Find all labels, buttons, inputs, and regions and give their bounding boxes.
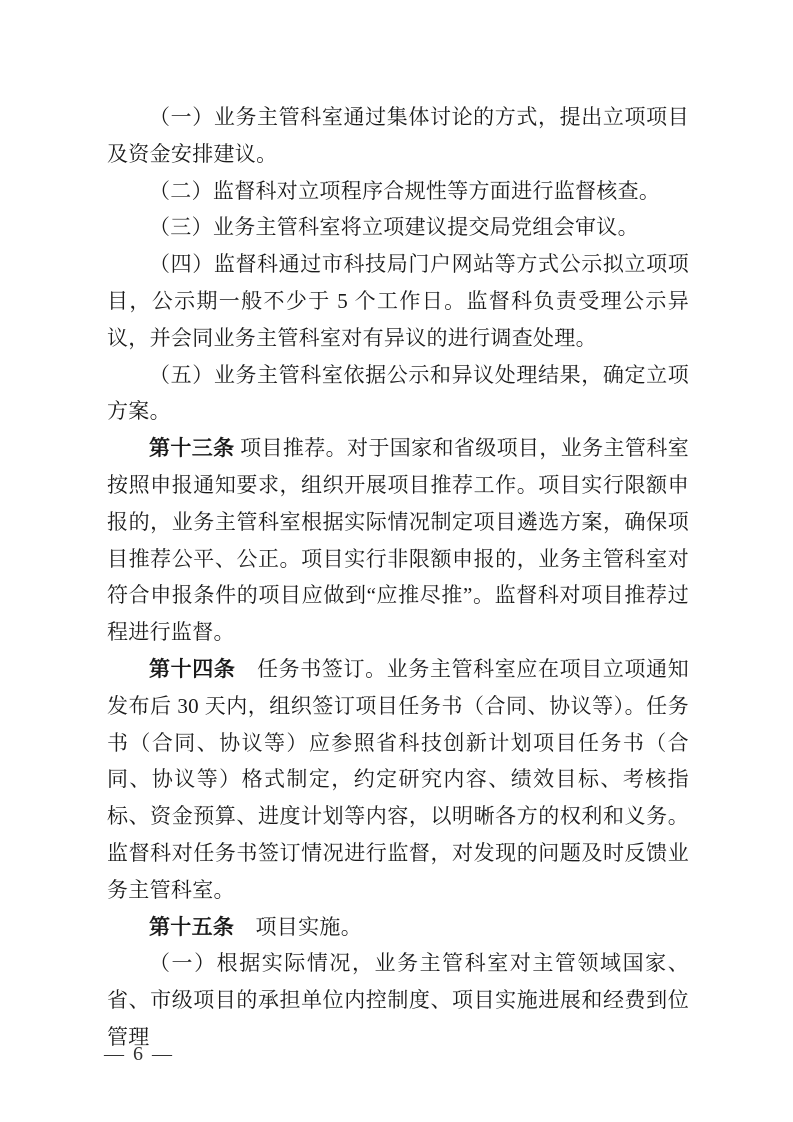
paragraph-text: （一）根据实际情况，业务主管科室对主管领域国家、省、市级项目的承担单位内控制度、项目实施进展和经费到位管理 <box>107 951 689 1049</box>
article-heading: 第十五条 <box>149 914 235 939</box>
paragraph-text: （三）业务主管科室将立项建议提交局党组会审议。 <box>149 215 639 240</box>
paragraph-text: 项目实施。 <box>234 914 363 939</box>
article-paragraph <box>107 651 689 909</box>
article-paragraph <box>107 909 689 946</box>
clause-paragraph <box>107 246 689 356</box>
clause-paragraph <box>107 173 689 210</box>
clause-paragraph <box>107 945 689 1055</box>
article-heading: 第十四条 <box>149 656 236 681</box>
clause-paragraph <box>107 209 689 246</box>
page-number: — 6 — <box>104 1043 174 1065</box>
paragraph-text: （一）业务主管科室通过集体讨论的方式，提出立项项目及资金安排建议。 <box>107 105 689 166</box>
paragraph-text: （四）监督科通过市科技局门户网站等方式公示拟立项项目，公示期一般不少于 5 个工作日。监督科负责受理公示异议，并会同业务主管科室对有异议的进行调查处理。 <box>107 252 689 350</box>
article-paragraph <box>107 430 689 651</box>
clause-paragraph <box>107 99 689 173</box>
document-body <box>107 99 689 1056</box>
paragraph-text: （二）监督科对立项程序合规性等方面进行监督核查。 <box>149 178 661 203</box>
paragraph-text: 项目推荐。对于国家和省级项目，业务主管科室按照申报通知要求，组织开展项目推荐工作。项目实行限额申报的，业务主管科室根据实际情况制定项目遴选方案，确保项目推荐公平、公正。项目实行非限额申报的，业务主管科室对符合申报条件的项目应做到“应推尽推”。监督科对项目推荐过程进行监督。 <box>107 436 689 645</box>
paragraph-text: 任务书签订。业务主管科室应在项目立项通知发布后 30 天内，组织签订项目任务书（合同、协议等）。任务书（合同、协议等）应参照省科技创新计划项目任务书（合同、协议等）格式制定，约定研究内容、绩效目标、考核指标、资金预算、进度计划等内容，以明晰各方的权利和义务。监督科对任务书签订情况进行监督，对发现的问题及时反馈业务主管科室。 <box>107 656 689 902</box>
paragraph-text: （五）业务主管科室依据公示和异议处理结果，确定立项方案。 <box>107 362 689 424</box>
article-heading: 第十三条 <box>149 436 235 461</box>
clause-paragraph <box>107 357 689 431</box>
